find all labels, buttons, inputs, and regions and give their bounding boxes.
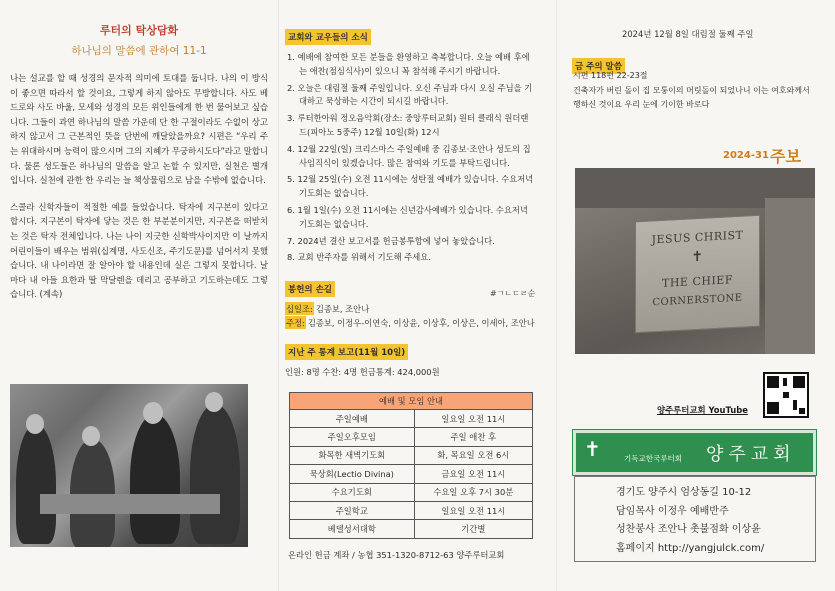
schedule-time: 주일 애찬 후 <box>414 428 532 446</box>
schedule-name: 베델성서대학 <box>290 520 415 538</box>
table-row <box>290 410 533 428</box>
schedule-name: 주일학교 <box>290 501 415 519</box>
stats-heading: 지난 주 통계 보고(11월 10일) <box>285 344 408 360</box>
denomination: 기독교한국루터회 <box>624 454 682 463</box>
table-talk-subtitle: 하나님의 말씀에 관하여 11-1 <box>71 45 207 57</box>
news-item: 5. 12월 25일(수) 오전 11시에는 성탄절 예배가 있습니다. 수요저녁기도회는 없습니다. <box>287 174 534 199</box>
offering-account: 온라인 헌금 계좌 / 농협 351-1320-8712-63 양주루터교회 <box>288 550 505 560</box>
schedule-time: 기간별 <box>414 520 532 538</box>
bulletin-title: 주보 <box>770 147 801 166</box>
offering-label: 십일조: <box>286 304 313 315</box>
news-item: 8. 교회 반주자를 위해서 기도해 주세요. <box>287 252 431 263</box>
order-tag: #ㄱㄴㄷㄹ순 <box>490 289 536 298</box>
schedule-table <box>289 392 533 539</box>
schedule-time: 일요일 오전 11시 <box>414 410 532 428</box>
table-talk-section <box>10 22 268 303</box>
fold-line <box>556 0 557 591</box>
luther-table-painting <box>10 384 248 547</box>
church-name: 양주교회 <box>706 444 796 465</box>
table-row <box>290 520 533 538</box>
verse-reference: 시편 118편 22-23절 <box>573 71 648 80</box>
schedule-time: 화, 목요일 오전 6시 <box>414 446 532 464</box>
cornerstone-photo <box>575 168 815 354</box>
schedule-name: 주일예배 <box>290 410 415 428</box>
schedule-time: 수요일 오후 7시 30분 <box>414 483 532 501</box>
church-volunteers: 성찬봉사 조안나 촛불점화 이상윤 <box>616 524 761 535</box>
table-row <box>290 483 533 501</box>
news-item: 2. 오늘은 대림절 둘째 주일입니다. 오신 주님과 다시 오실 주님을 기대하고 묵상하는 시간이 되시길 바랍니다. <box>287 82 533 107</box>
cross-icon: ✝ <box>584 437 601 461</box>
church-news-section <box>285 25 535 378</box>
stone-inscription: THE CHIEF <box>662 273 733 290</box>
bulletin-number: 2024-31 <box>723 150 769 161</box>
news-item: 4. 12월 22일(일) 크리스마스 주일예배 중 김종보·조안나 성도의 집사임직식이 있겠습니다. 많은 참여와 기도를 부탁드립니다. <box>287 143 531 168</box>
verse-body: 건축자가 버린 돌이 집 모퉁이의 머릿돌이 되었나니 이는 여호와께서 행하신 것이요 우리 눈에 기이한 바로다 <box>573 85 810 109</box>
cornerstone-block <box>635 215 760 334</box>
offering-label: 주정: <box>286 318 305 329</box>
offering-heading: 봉헌의 손길 <box>285 281 335 297</box>
schedule-name: 수요기도회 <box>290 483 415 501</box>
offering-names: 김종보, 조안나 <box>315 304 370 315</box>
news-list <box>285 51 535 265</box>
stone-cross-icon: ✝ <box>691 248 704 266</box>
schedule-name: 묵상회(Lectio Divina) <box>290 465 415 483</box>
schedule-time: 금요일 오전 11시 <box>414 465 532 483</box>
stats-line: 인원: 8명 수찬: 4명 헌금통계: 424,000원 <box>285 367 440 378</box>
church-pastor: 담임목사 이정우 예배반주 <box>616 505 729 517</box>
offering-row <box>285 302 535 316</box>
news-item: 1. 예배에 참여한 모든 분들을 환영하고 축복합니다. 오늘 예배 후에는 애찬(점심식사)이 있으니 꼭 참석해 주시기 바랍니다. <box>287 52 530 76</box>
stone-inscription: CORNERSTONE <box>652 292 743 309</box>
qr-code[interactable] <box>763 372 809 418</box>
offering-row <box>285 316 535 330</box>
table-row <box>290 501 533 519</box>
table-talk-title: 루터의 탁상담화 <box>99 24 179 37</box>
table-row <box>290 465 533 483</box>
church-info <box>574 476 816 562</box>
schedule-time: 일요일 오전 11시 <box>414 501 532 519</box>
church-homepage[interactable]: 홈페이지 http://yangjulck.com/ <box>616 542 765 554</box>
youtube-link[interactable]: 양주루터교회 YouTube <box>657 405 748 415</box>
service-date: 2024년 12월 8일 대림절 둘째 주일 <box>622 29 754 39</box>
table-row <box>290 428 533 446</box>
schedule-heading: 예배 및 모임 안내 <box>290 393 533 410</box>
schedule-name: 주일오후모임 <box>290 428 415 446</box>
table-row <box>290 446 533 464</box>
table-talk-paragraph: 나는 설교를 할 때 성경의 문자적 의미에 토대를 둡니다. 나의 이 방식이 좋으면 따라서 할 것이요, 그렇게 하지 않아도 무방합니다. 사도 베드로와 사도 바울, 모세와 성경의 모든 위인들에게 한 번 물어보고 싶습니다. 그들이 과연 하나님의 말씀 가운데 단 한 구절이라도 수없이 상고하지 않고서 그 근본적인 뜻을 단번에 깨달았을까요? 시편은 “우리 주는 위대하시며 능력이 많으시며 그의 지혜가 무궁하시도다”라고 말합니다. 물론 성도들은 하나님의 말씀을 알고 논할 수 있지만, 실천은 별개입니다. 실천에 관한 한 우리는 늘 책상물림으로 남을 수밖에 없습니다. <box>10 74 268 187</box>
church-address: 경기도 양주시 엄상동길 10-12 <box>616 487 752 498</box>
table-talk-paragraph: 스콜라 신학자들이 적절한 예를 들었습니다. 탁자에 지구본이 있다고 합시다. 지구본이 탁자에 닿는 것은 한 부분분이지만, 지구본을 떠받치는 것은 탁자 전체입니다. 나는 나이 지긋한 신학박사이지만 이 날까지 어린이들이 배우는 범위(십계명, 사도신조, 주기도문)를 넘어서지 못했습니다. 내 나이라면 잘 알아야 할 내용인데 실은 그렇지 못합니다. 날마다 내 아들 요한과 딸 막달렌을 데리고 공부하고 기도하는데도 그렇습니다. (계속) <box>10 202 268 301</box>
weekly-verse <box>573 69 813 113</box>
stone-inscription: JESUS CHRIST <box>651 228 744 247</box>
fold-line <box>278 0 279 591</box>
news-item: 6. 1월 1일(수) 오전 11시에는 신년감사예배가 있습니다. 수요저녁기도회는 없습니다. <box>287 204 528 229</box>
offering-names: 김종보, 이정우-이연숙, 이상윤, 이상후, 이상은, 이세아, 조안나 <box>307 318 535 329</box>
news-heading: 교회와 교우들의 소식 <box>285 29 371 45</box>
church-banner <box>573 430 816 475</box>
news-item: 3. 루터한아워 정오음악회(장소: 중앙루터교회) 원터 클래식 원더랜드(피아노 5중주) 12월 10일(화) 12시 <box>287 113 529 137</box>
schedule-name: 화목한 새벽기도회 <box>290 446 415 464</box>
news-item: 7. 2024년 결산 보고서를 헌금봉투함에 넣어 놓았습니다. <box>287 235 495 246</box>
verse-heading: 금 주의 말씀 <box>572 58 625 74</box>
